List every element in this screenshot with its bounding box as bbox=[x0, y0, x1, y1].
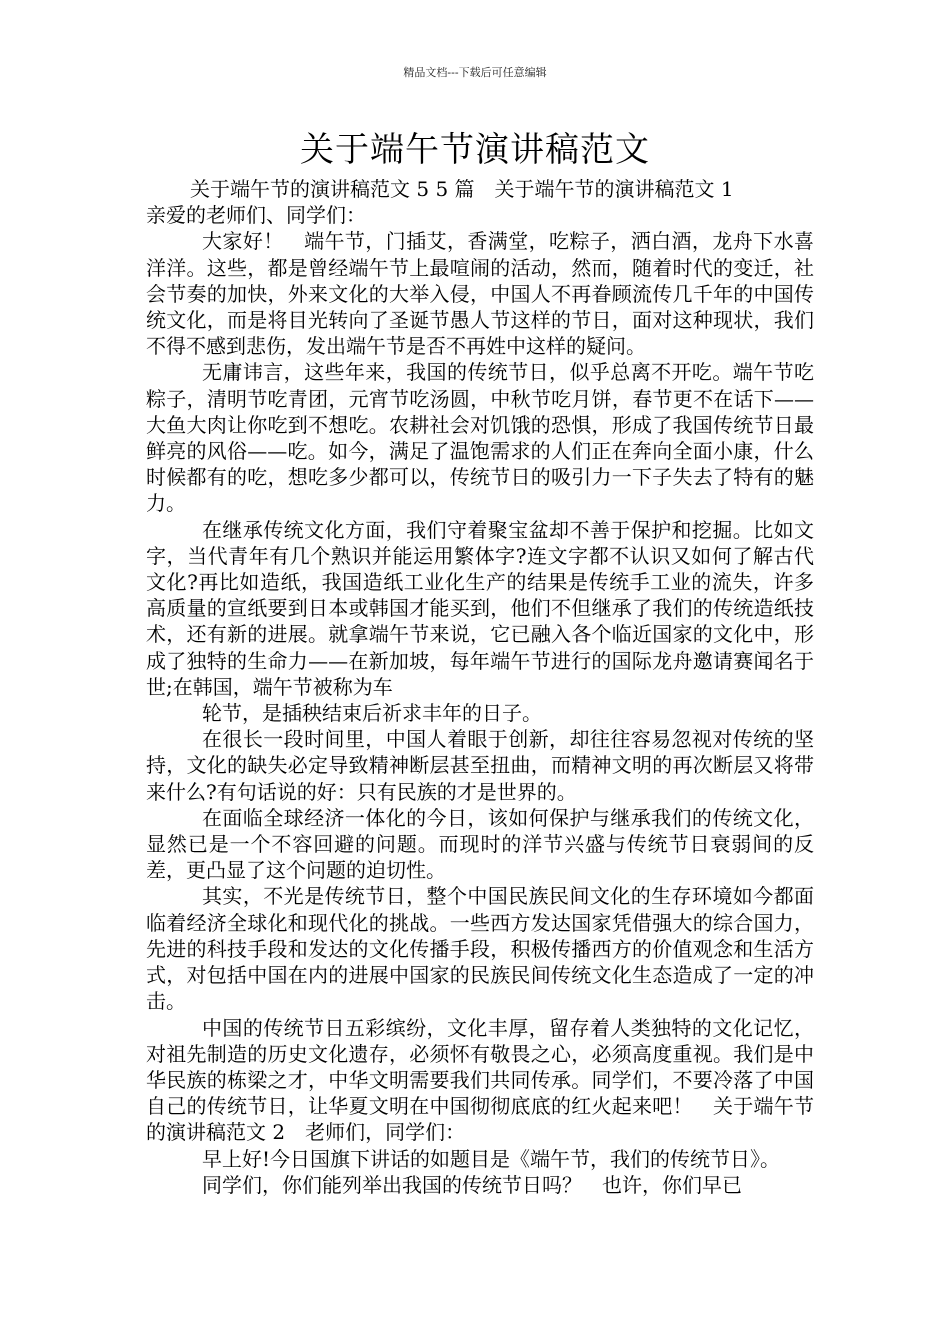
paragraph: 大家好！ 端午节，门插艾，香满堂，吃粽子，洒白酒，龙舟下水喜洋洋。这些，都是曾经端午节上最喧闹的活动，然而，随着时代的变迁，社会节奏的加快，外来文化的大举入侵，中国人不再眷顾流传几千年的中国传统文化，而是将目光转向了圣诞节愚人节这样的节日，面对这种现状，我们不得不感到悲伤，发出端午节是否不再姓中这样的疑问。 bbox=[146, 229, 814, 359]
document-title: 关于端午节演讲稿范文 bbox=[300, 130, 650, 170]
paragraph: 轮节，是插秧结束后祈求丰年的日子。 bbox=[202, 701, 542, 726]
paragraph: 在面临全球经济一体化的今日，该如何保护与继承我们的传统文化，显然已是一个不容回避的问题。而现时的洋节兴盛与传统节日衰弱间的反差，更凸显了这个问题的迫切性。 bbox=[146, 805, 814, 883]
paragraph: 同学们，你们能列举出我国的传统节日吗？ 也许，你们早已 bbox=[202, 1172, 742, 1197]
paragraph: 其实，不光是传统节日，整个中国民族民间文化的生存环境如今都面临着经济全球化和现代化的挑战。一些西方发达国家凭借强大的综合国力，先进的科技手段和发达的文化传播手段，积极传播西方的价值观念和生活方式，对包括中国在内的进展中国家的民族民间传统文化生态造成了一定的冲击。 bbox=[146, 884, 814, 1014]
paragraph: 在继承传统文化方面，我们守着聚宝盆却不善于保护和挖掘。比如文字，当代青年有几个熟识并能运用繁体字?连文字都不认识又如何了解古代文化?再比如造纸，我国造纸工业化生产的结果是传统手工业的流失，许多高质量的宣纸要到日本或韩国才能买到，他们不但继承了我们的传统造纸技术，还有新的进展。就拿端午节来说，它已融入各个临近国家的文化中，形成了独特的生命力——在新加坡，每年端午节进行的国际龙舟邀请赛闻名于世;在韩国，端午节被称为车 bbox=[146, 517, 814, 699]
paragraph: 早上好!今日国旗下讲话的如题目是《端午节，我们的传统节日》。 bbox=[202, 1146, 781, 1171]
paragraph: 在很长一段时间里，中国人着眼于创新，却往往容易忽视对传统的坚持，文化的缺失必定导致精神断层甚至扭曲，而精神文明的再次断层又将带来什么?有句话说的好：只有民族的才是世界的。 bbox=[146, 727, 814, 804]
salutation: 亲爱的老师们、同学们： bbox=[146, 203, 366, 228]
page-header-note: 精品文档---下载后可任意编辑 bbox=[403, 66, 547, 79]
paragraph: 无庸讳言，这些年来，我国的传统节日，似乎总离不开吃。端午节吃粽子，清明节吃青团，元宵节吃汤圆，中秋节吃月饼，春节更不在话下——大鱼大肉让你吃到不想吃。农耕社会对饥饿的恐惧，形成了我国传统节日最鲜亮的风俗——吃。如今，满足了温饱需求的人们正在奔向全面小康，什么时候都有的吃，想吃多少都可以，传统节日的吸引力一下子失去了特有的魅力。 bbox=[146, 360, 814, 516]
intro-line: 关于端午节的演讲稿范文 5 5 篇 关于端午节的演讲稿范文 1 bbox=[190, 177, 734, 201]
document-body bbox=[146, 176, 814, 1198]
paragraph: 中国的传统节日五彩缤纷，文化丰厚，留存着人类独特的文化记忆，对祖先制造的历史文化遗存，必须怀有敬畏之心，必须高度重视。我们是中华民族的栋梁之才，中华文明需要我们共同传承。同学们，不要冷落了中国自己的传统节日，让华夏文明在中国彻彻底底的红火起来吧！ 关于端午节的演讲稿范文 2 老师们，同学们： bbox=[146, 1015, 814, 1145]
